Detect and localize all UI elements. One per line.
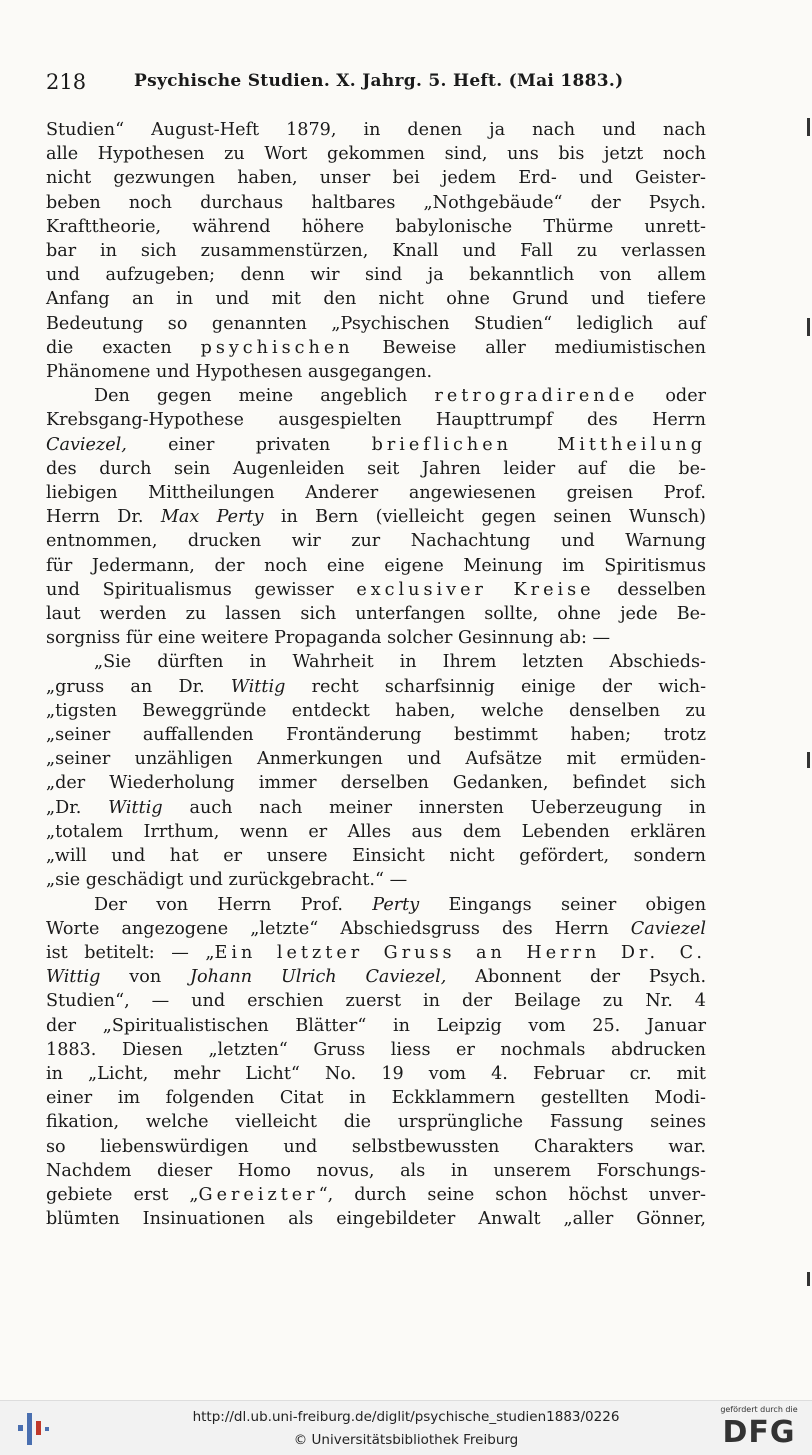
text-line: „seiner unzähligen Anmerkungen und Aufsätze mit ermüden- — [46, 749, 706, 770]
text-line — [46, 578, 706, 602]
text-line: so liebenswürdigen und selbstbewussten Charakters war. — [46, 1136, 706, 1157]
text-line — [46, 336, 706, 360]
text-line: 1883. Diesen „letzten“ Gruss liess er nochmals abdrucken — [46, 1039, 706, 1060]
text-line: Anfang an in und mit den nicht ohne Grund und tiefere — [46, 289, 706, 310]
text-run: in Bern (vielleicht gegen seinen Wunsch) — [280, 507, 706, 528]
text-line — [46, 941, 706, 965]
dfg-logo — [714, 1405, 804, 1451]
page-number: 218 — [46, 70, 87, 94]
text-run: gebiete erst „ — [46, 1184, 199, 1205]
text-run: „Dr. — [46, 797, 82, 818]
source-url[interactable]: http://dl.ub.uni-freiburg.de/diglit/psychische_studien1883/0226 — [192, 1409, 620, 1425]
text-line: laut werden zu lassen sich unterfangen sollte, ohne jede Be- — [46, 604, 706, 625]
text-run: Worte angezogene „letzte“ Abschiedsgruss des Herrn — [46, 918, 609, 939]
text-line: „will und hat er unsere Einsicht nicht gefördert, sondern — [46, 846, 706, 867]
italic-name: Wittig — [230, 676, 286, 697]
text-line — [46, 796, 706, 820]
text-run: einer privaten — [168, 434, 331, 455]
italic-name: Caviezel — [630, 918, 706, 939]
text-line: blümten Insinuationen als eingebildeter Anwalt „aller Gönner, — [46, 1209, 706, 1230]
dfg-wordmark: DFG — [722, 1415, 796, 1450]
text-run: Eingangs seiner obigen — [448, 894, 707, 915]
margin-mark — [807, 318, 810, 336]
spaced-emphasis: Ein letzter Gruss an Herrn Dr. C. — [214, 942, 706, 963]
italic-name: Perty — [372, 894, 420, 915]
text-line: „der Wiederholung immer derselben Gedanken, befindet sich — [46, 773, 706, 794]
text-line: alle Hypothesen zu Wort gekommen sind, uns bis jetzt noch — [46, 144, 706, 165]
text-line: „seiner auffallenden Frontänderung bestimmt haben; trotz — [46, 725, 706, 746]
text-line: Krebsgang-Hypothese ausgespielten Haupttrumpf des Herrn — [46, 410, 706, 431]
text-line: „sie geschädigt und zurückgebracht.“ — — [46, 870, 408, 891]
text-line: und aufzugeben; denn wir sind ja bekanntlich von allem — [46, 265, 706, 286]
running-title: Psychische Studien. X. Jahrg. 5. Heft. (Mai 1883.) — [134, 71, 624, 91]
text-line: in „Licht, mehr Licht“ No. 19 vom 4. Februar cr. mit — [46, 1063, 706, 1084]
spaced-emphasis: Gereizter — [198, 1184, 319, 1205]
paragraph-3-quote — [46, 650, 706, 892]
text-line — [46, 965, 706, 989]
text-run: Beweise aller mediumistischen — [382, 337, 706, 358]
paragraph-4 — [46, 893, 706, 1232]
footer-bar — [0, 1400, 812, 1455]
text-run: ist betitelt: — „ — [46, 942, 215, 963]
text-line: entnommen, drucken wir zur Nachachtung und Warnung — [46, 531, 706, 552]
text-line: Phänomene und Hypothesen ausgegangen. — [46, 362, 433, 383]
text-run: von — [129, 967, 162, 988]
italic-name: Wittig — [46, 967, 101, 988]
text-line: bar in sich zusammenstürzen, Knall und Fall zu verlassen — [46, 241, 706, 262]
text-line: der „Spiritualistischen Blätter“ in Leipzig vom 25. Januar — [46, 1015, 706, 1036]
text-line: „tigsten Beweggründe entdeckt haben, welche denselben zu — [46, 700, 706, 721]
text-line: fikation, welche vielleicht die ursprüngliche Fassung seines — [46, 1112, 706, 1133]
text-line — [46, 384, 706, 408]
text-line — [46, 675, 706, 699]
text-line: „totalem Irrthum, wenn er Alles aus dem Lebenden erklären — [46, 821, 706, 842]
copyright-notice: © Universitätsbibliothek Freiburg — [293, 1432, 519, 1448]
spaced-emphasis: brieflichen Mittheilung — [371, 434, 706, 455]
italic-name: Wittig — [108, 797, 163, 818]
text-line: einer im folgenden Citat in Eckklammern gestellten Modi- — [46, 1088, 706, 1109]
text-line: für Jedermann, der noch eine eigene Meinung im Spiritismus — [46, 555, 706, 576]
text-line: Nachdem dieser Homo novus, als in unserem Forschungs- — [46, 1160, 706, 1181]
margin-mark — [807, 1272, 810, 1286]
text-line: sorgniss für eine weitere Propaganda solcher Gesinnung ab: — — [46, 628, 611, 649]
text-line: liebigen Mittheilungen Anderer angewiesenen greisen Prof. — [46, 483, 706, 504]
text-run: Abonnent der Psych. — [475, 967, 707, 988]
paragraph-1 — [46, 118, 706, 384]
text-line — [46, 893, 706, 917]
text-run: “, durch seine schon höchst unver- — [318, 1184, 706, 1205]
italic-name: Johann Ulrich Caviezel, — [190, 967, 447, 988]
text-run: recht scharfsinnig einige der wich- — [311, 676, 707, 697]
spaced-emphasis: psychischen — [200, 337, 354, 358]
text-run: desselben — [617, 579, 707, 600]
italic-name: Max Perty — [160, 507, 264, 528]
text-line — [46, 917, 706, 941]
dfg-caption: gefördert durch die — [720, 1405, 798, 1414]
text-run: „gruss an Dr. — [46, 676, 205, 697]
text-line: Bedeutung so genannten „Psychischen Studien“ lediglich auf — [46, 313, 706, 334]
text-run: auch nach meiner innersten Ueberzeugung in — [189, 797, 707, 818]
text-line — [46, 433, 706, 457]
spaced-emphasis: exclusiver Kreise — [356, 579, 595, 600]
text-run: Der von Herrn Prof. — [94, 894, 343, 915]
margin-mark — [807, 752, 810, 768]
text-line: beben noch durchaus haltbares „Nothgebäude“ der Psych. — [46, 192, 706, 213]
text-line — [46, 505, 706, 529]
paragraph-2 — [46, 384, 706, 650]
text-line: Studien“, — und erschien zuerst in der Beilage zu Nr. 4 — [46, 991, 706, 1012]
text-run: und Spiritualismus gewisser — [46, 579, 334, 600]
margin-mark — [807, 118, 810, 136]
text-line: nicht gezwungen haben, unser bei jedem Erd- und Geister- — [46, 168, 706, 189]
text-run: Herrn Dr. — [46, 507, 144, 528]
text-run: oder — [665, 386, 707, 407]
text-line: Studien“ August-Heft 1879, in denen ja nach und nach — [46, 120, 706, 140]
page-header — [46, 66, 746, 100]
text-line: des durch sein Augenleiden seit Jahren leider auf die be- — [46, 458, 706, 479]
text-line — [46, 1183, 706, 1207]
italic-name: Caviezel, — [46, 434, 127, 455]
spaced-emphasis: retrogradirende — [434, 386, 639, 407]
text-line: „Sie dürften in Wahrheit in Ihrem letzten Abschieds- — [94, 652, 706, 673]
body-text — [46, 118, 706, 1231]
text-run: Den gegen meine angeblich — [94, 386, 408, 407]
text-line: Krafttheorie, während höhere babylonische Thürme unrett- — [46, 216, 706, 237]
text-run: die exacten — [46, 337, 172, 358]
